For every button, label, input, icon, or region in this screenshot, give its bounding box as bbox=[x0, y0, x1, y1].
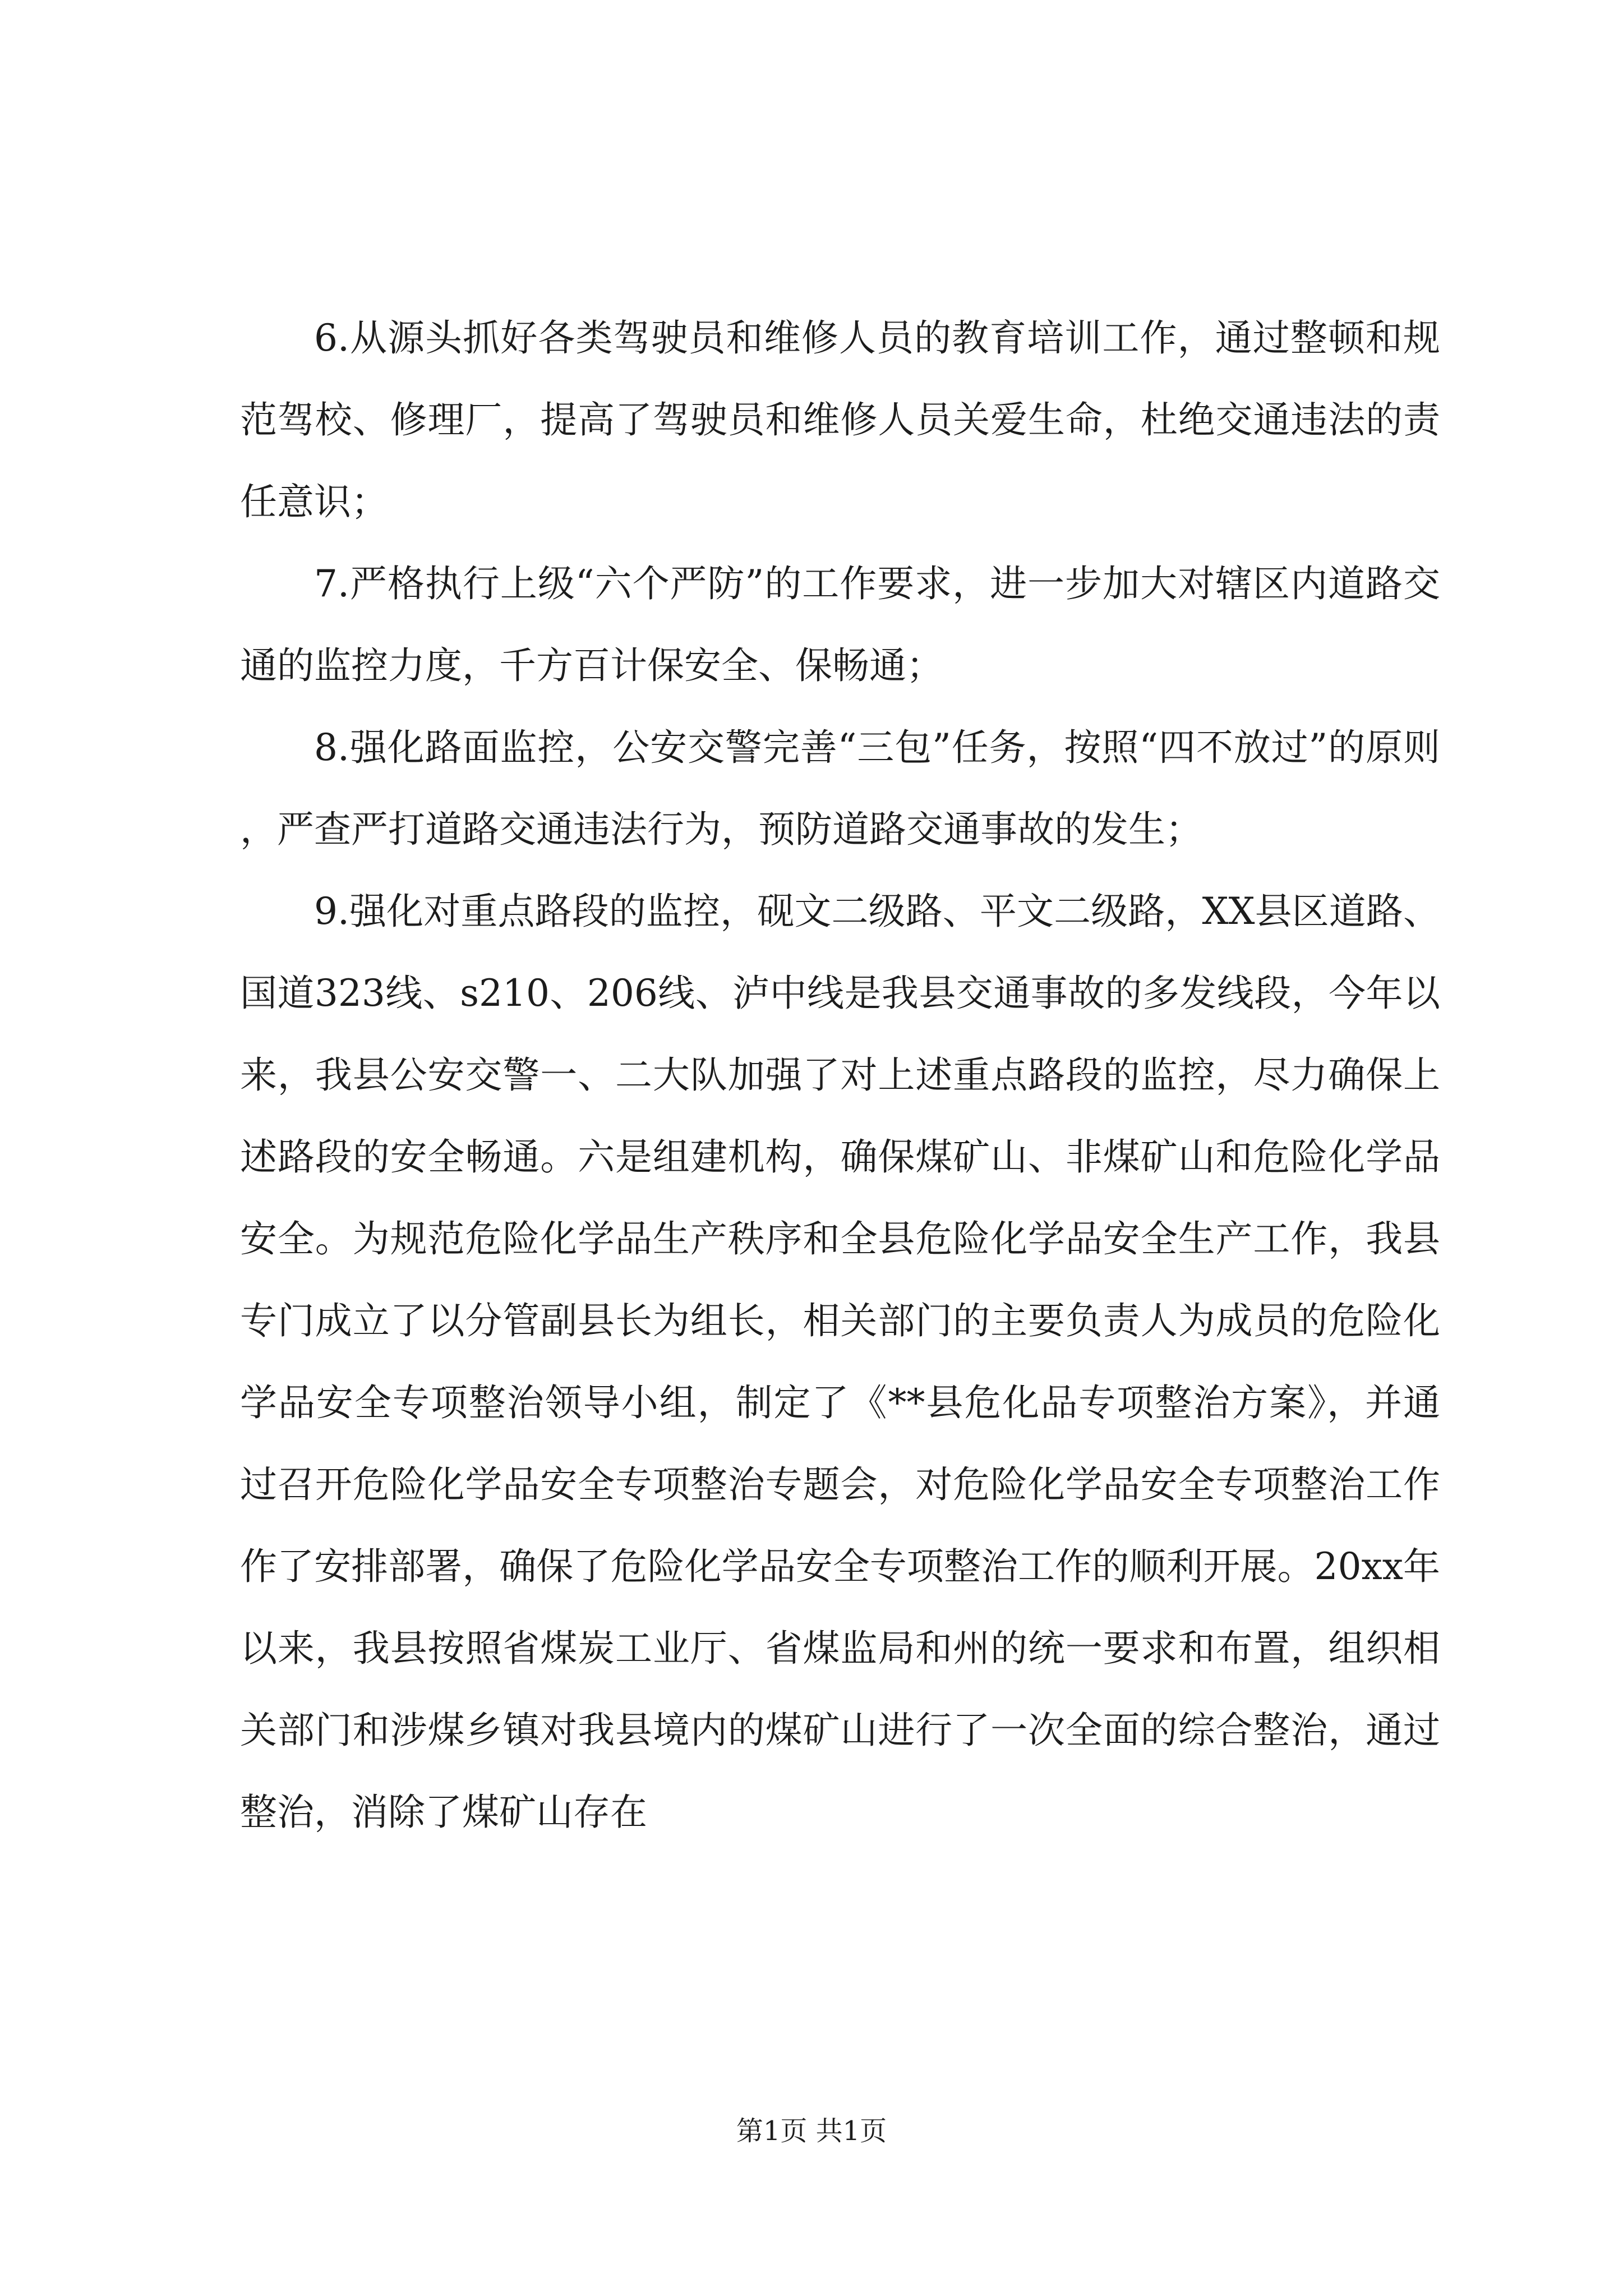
page-footer: 第1页 共1页 bbox=[736, 2115, 887, 2147]
paragraph-8: 8.强化路面监控，公安交警完善“三包”任务，按照“四不放过”的原则，严查严打道路交通违法行为，预防道路交通事故的发生； bbox=[240, 726, 1440, 851]
paragraph-7: 7.严格执行上级“六个严防”的工作要求，进一步加大对辖区内道路交通的监控力度，千方百计保安全、保畅通； bbox=[240, 562, 1440, 687]
paragraph-9: 9.强化对重点路段的监控，砚文二级路、平文二级路，XX县区道路、国道323线、s210、206线、泸中线是我县交通事故的多发线段，今年以来，我县公安交警一、二大队加强了对上述重点路段的监控，尽力确保上述路段的安全畅通。六是组建机构，确保煤矿山、非煤矿山和危险化学品安全。为规范危险化学品生产秩序和全县危险化学品安全生产工作，我县专门成立了以分管副县长为组长，相关部门的主要负责人为成员的危险化学品安全专项整治领导小组，制定了《**县危化品专项整治方案》，并通过召开危险化学品安全专项整治专题会，对危险化学品安全专项整治工作作了安排部署，确保了危险化学品安全专项整治工作的顺利开展。20xx年以来，我县按照省煤炭工业厅、省煤监局和州的统一要求和布置，组织相关部门和涉煤乡镇对我县境内的煤矿山进行了一次全面的综合整治，通过整治，消除了煤矿山存在 bbox=[240, 890, 1440, 1834]
paragraph-6: 6.从源头抓好各类驾驶员和维修人员的教育培训工作，通过整顿和规范驾校、修理厂，提高了驾驶员和维修人员关爱生命，杜绝交通违法的责任意识； bbox=[240, 316, 1440, 523]
document-body bbox=[240, 297, 1440, 1853]
